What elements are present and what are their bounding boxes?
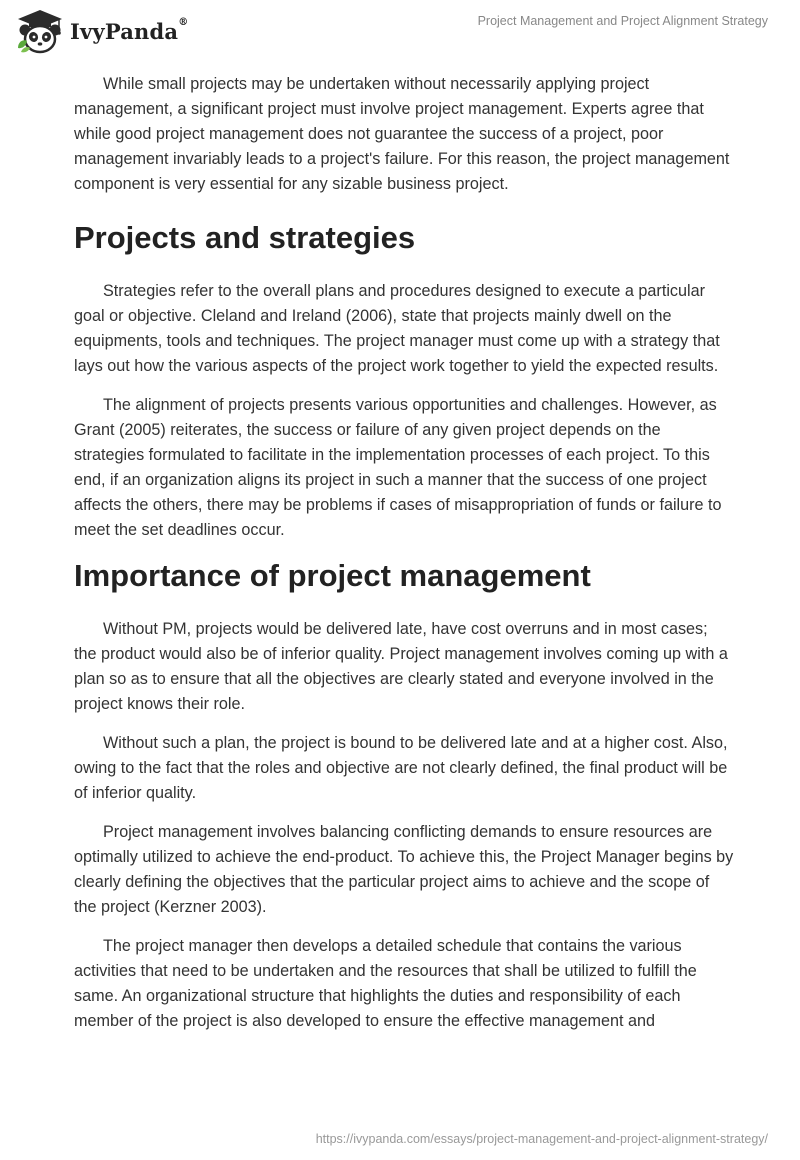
body-paragraph: Project management involves balancing conflicting demands to ensure resources are optimally utilized to achieve the end-product. To achieve this, the Project Manager begins by clearly defining the objectives that the particular project aims to achieve and the scope of the project (Kerzner 2003). (74, 823, 734, 916)
body-paragraph: Without such a plan, the project is bound to be delivered late and at a higher cost. Also, owing to the fact that the roles and objective are not clearly defined, the final product will be of inferior quality. (74, 734, 728, 802)
document-running-title: Project Management and Project Alignment Strategy (477, 14, 768, 28)
source-url-link[interactable]: https://ivypanda.com/essays/project-management-and-project-alignment-strategy/ (315, 1132, 768, 1146)
essay-body (74, 72, 734, 1048)
logo-wordmark: IvyPanda® (70, 16, 189, 44)
body-paragraph: Without PM, projects would be delivered late, have cost overruns and in most cases; the product would also be of inferior quality. Project management involves coming up with a plan so as to ensure that all the objectives are clearly stated and everyone involved in the project knows their role. (74, 620, 728, 713)
section-heading-projects-and-strategies: Projects and strategies (74, 220, 416, 255)
panda-graduate-icon (14, 8, 66, 54)
body-paragraph: The project manager then develops a detailed schedule that contains the various activities that need to be undertaken and the resources that shall be utilized to fulfill the same. An organizational structure that highlights the duties and responsibility of each member of the project is also developed to ensure the effective management and (74, 937, 697, 1030)
section-heading-importance-of-project-management: Importance of project management (74, 558, 591, 593)
ivypanda-logo[interactable] (14, 8, 188, 54)
body-paragraph: While small projects may be undertaken without necessarily applying project management, a significant project must involve project management. Experts agree that while good project management does not guarantee the success of a project, poor management invariably leads to a project's failure. For this reason, the project management component is very essential for any sizable business project. (74, 75, 730, 193)
body-paragraph: The alignment of projects presents various opportunities and challenges. However, as Grant (2005) reiterates, the success or failure of any given project depends on the strategies formulated to facilitate in the implementation processes of each project. To this end, if an organization aligns its project in such a manner that the success of one project affects the others, there may be problems if cases of misappropriation of funds or failure to meet the set deadlines occur. (74, 396, 722, 539)
page-header (0, 0, 800, 62)
body-paragraph: Strategies refer to the overall plans and procedures designed to execute a particular goal or objective. Cleland and Ireland (2006), state that projects mainly dwell on the equipments, tools and techniques. The project manager must come up with a strategy that lays out how the various aspects of the project work together to yield the expected results. (74, 282, 720, 375)
